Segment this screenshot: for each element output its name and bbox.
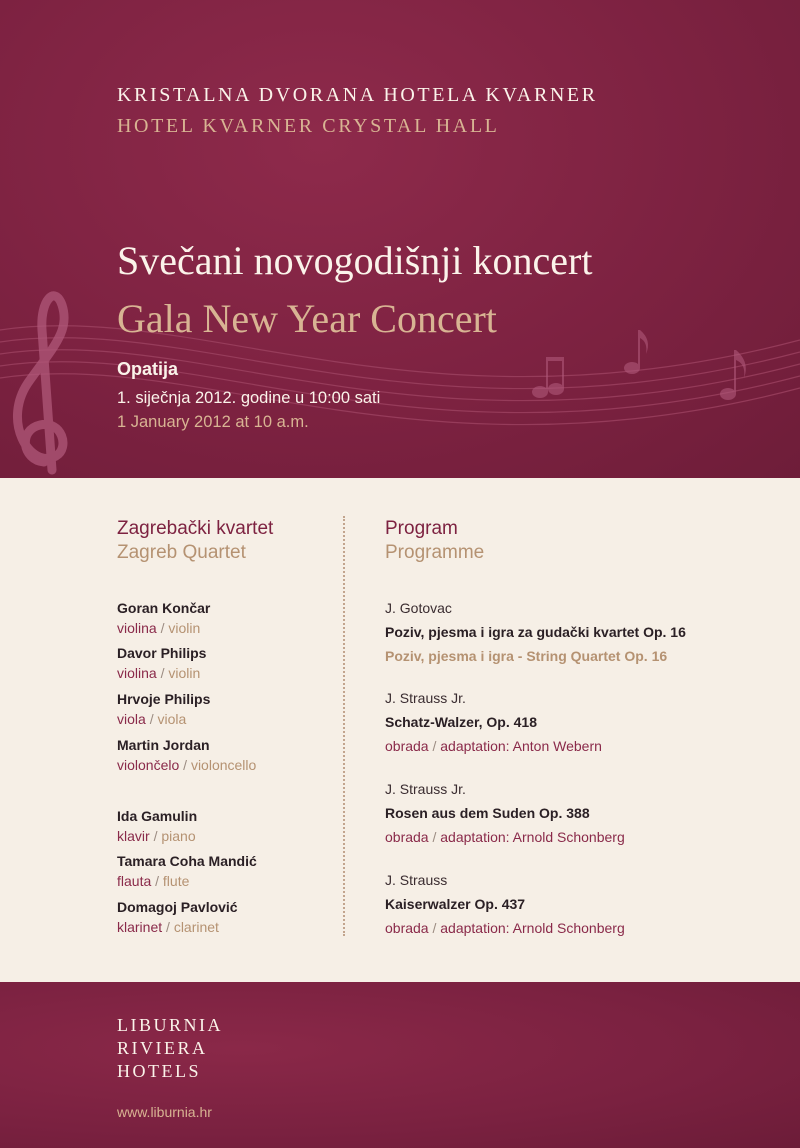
brand-line: RIVIERA: [117, 1038, 208, 1058]
arrangement: obrada / adaptation: Anton Webern: [385, 738, 602, 754]
program-item: [385, 779, 785, 847]
performer-item: [117, 643, 206, 683]
performer-name: Ida Gamulin: [117, 808, 198, 824]
performer-item: [117, 851, 257, 891]
city: Opatija: [117, 359, 179, 379]
performer-instrument: violina / violin: [117, 620, 201, 636]
venue-name-croatian: KRISTALNA DVORANA HOTELA KVARNER: [117, 84, 598, 106]
work-title: Poziv, pjesma i igra za gudački kvartet Op. 16: [385, 624, 686, 640]
work-title-english: Poziv, pjesma i igra - String Quartet Op. 16: [385, 648, 668, 664]
performer-name: Domagoj Pavlović: [117, 899, 238, 915]
performer-name: Goran Končar: [117, 600, 211, 616]
column-divider: [343, 516, 345, 936]
program-title-croatian: Program: [385, 518, 458, 539]
performer-instrument: viola / viola: [117, 711, 187, 727]
brand-line: HOTELS: [117, 1061, 201, 1081]
work-title: Rosen aus dem Suden Op. 388: [385, 805, 590, 821]
treble-clef-icon: [17, 296, 64, 470]
work-title: Kaiserwalzer Op. 437: [385, 896, 526, 912]
performer-name: Davor Philips: [117, 645, 207, 661]
ensemble-title-croatian: Zagrebački kvartet: [117, 518, 274, 539]
program-item: [385, 870, 785, 938]
performer-name: Martin Jordan: [117, 737, 210, 753]
arrangement: obrada / adaptation: Arnold Schonberg: [385, 829, 625, 845]
performer-item: [117, 689, 210, 729]
website-link[interactable]: www.liburnia.hr: [117, 1104, 212, 1120]
work-title: Schatz-Walzer, Op. 418: [385, 714, 537, 730]
ensemble-title-english: Zagreb Quartet: [117, 542, 246, 563]
performer-name: Tamara Coha Mandić: [117, 853, 257, 869]
venue-name-english: HOTEL KVARNER CRYSTAL HALL: [117, 115, 500, 137]
program-title-english: Programme: [385, 542, 485, 563]
date-english: 1 January 2012 at 10 a.m.: [117, 413, 309, 431]
performer-instrument: klavir / piano: [117, 828, 196, 844]
arrangement: obrada / adaptation: Arnold Schonberg: [385, 920, 625, 936]
performer-item: [117, 598, 210, 638]
performer-item: [117, 735, 256, 775]
performer-instrument: violončelo / violoncello: [117, 757, 257, 773]
performer-instrument: klarinet / clarinet: [117, 919, 219, 935]
performer-item: [117, 897, 238, 937]
concert-title-croatian: Svečani novogodišnji koncert: [117, 238, 593, 283]
music-note-icon: [532, 386, 548, 398]
composer: J. Strauss: [385, 872, 448, 888]
performer-name: Hrvoje Philips: [117, 691, 211, 707]
performer-item: [117, 806, 197, 846]
concert-title-english: Gala New Year Concert: [117, 296, 497, 341]
performer-instrument: flauta / flute: [117, 873, 190, 889]
brand-logo: [117, 1014, 223, 1083]
details-section: [0, 478, 800, 982]
program-item: [385, 598, 785, 666]
composer: J. Strauss Jr.: [385, 781, 466, 797]
program-item: [385, 688, 785, 756]
footer-panel: [0, 982, 800, 1148]
composer: J. Strauss Jr.: [385, 690, 466, 706]
brand-line: LIBURNIA: [117, 1015, 223, 1035]
composer: J. Gotovac: [385, 600, 452, 616]
performer-instrument: violina / violin: [117, 665, 201, 681]
header-panel: [0, 0, 800, 478]
date-croatian: 1. siječnja 2012. godine u 10:00 sati: [117, 389, 381, 407]
